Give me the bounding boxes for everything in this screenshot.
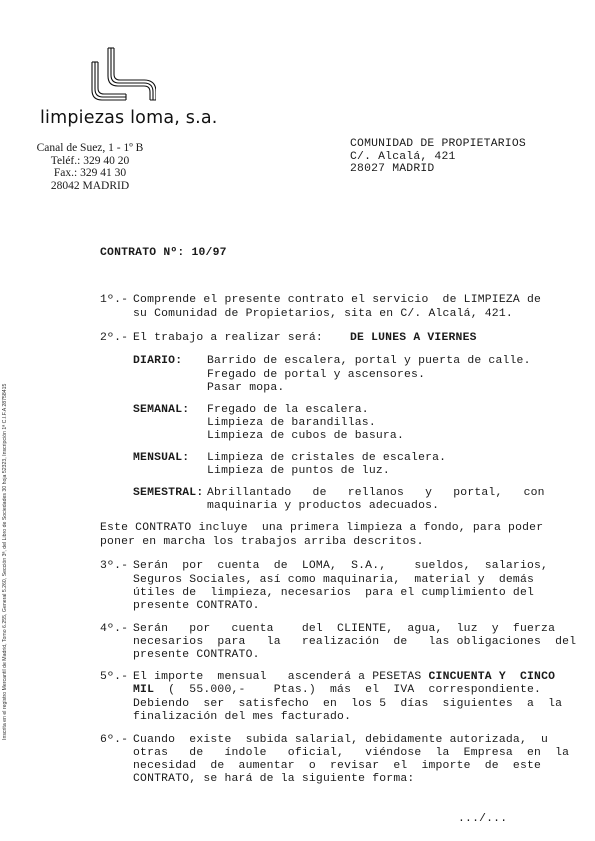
- recipient-line: COMUNIDAD DE PROPIETARIOS: [350, 138, 526, 150]
- task-line: Fregado de portal y ascensores.: [207, 369, 426, 381]
- task-line: Barrido de escalera, portal y puerta de calle.: [207, 355, 531, 367]
- task-line: Fregado de la escalera.: [207, 404, 369, 416]
- clause-text-line: necesidad de aumentar o revisar el importe de este: [133, 760, 542, 772]
- clause-text-line: Comprende el presente contrato el servicio de LIMPIEZA de: [133, 294, 542, 306]
- task-frequency-label: SEMANAL:: [133, 404, 190, 416]
- task-frequency-label: DIARIO:: [133, 355, 183, 367]
- contract-note-line: poner en marcha los trabajos arriba descritos.: [100, 536, 424, 548]
- amount-intro: El importe mensual ascenderá a PESETAS: [133, 671, 429, 683]
- task-line: Limpieza de cubos de basura.: [207, 430, 404, 442]
- clause-text-line: necesarios para la realización de las obligaciones del: [133, 636, 577, 648]
- clause-text-line: Seguros Sociales, así como maquinaria, material y demás: [133, 574, 535, 586]
- contract-title: CONTRATO Nº: 10/97: [100, 247, 227, 259]
- clause-text-line: finalización del mes facturado.: [133, 711, 352, 723]
- company-fax: Fax.: 329 41 30: [53, 167, 127, 179]
- task-line: Pasar mopa.: [207, 382, 285, 394]
- registry-note: Inscrita en el registro Mercantil de Madrid, Tomo 6.255, General 5.260, Sección 3ª, del Libro de Sociedades 30 hoja 52323, Inscripción 1ª C.I.F.A 28758415: [2, 383, 8, 740]
- clause-number: 4º.-: [100, 623, 129, 635]
- clause-text-line: útiles de limpieza, necesarios para el cumplimiento del: [133, 587, 535, 599]
- clause-number: 6º.-: [100, 734, 129, 746]
- clause-text-line: [133, 670, 555, 684]
- clause-text-line: [133, 683, 541, 697]
- company-address-street: Canal de Suez, 1 - 1º B: [36, 142, 144, 154]
- continuation-marker: .../...: [458, 813, 508, 825]
- clause-text-line: Debiendo ser satisfecho en los 5 días siguientes a la: [133, 698, 563, 710]
- task-line: Abrillantado de rellanos y portal, con: [207, 487, 545, 499]
- company-phone: Teléf.: 329 40 20: [50, 155, 130, 167]
- clause-text-line: presente CONTRATO.: [133, 649, 260, 661]
- amount-in-words: CINCUENTA Y CINCO: [428, 671, 556, 683]
- task-line: Limpieza de barandillas.: [207, 417, 376, 429]
- schedule-label: DE LUNES A VIERNES: [350, 332, 477, 344]
- amount-figures: ( 55.000,- Ptas.) más el IVA correspondiente.: [154, 684, 542, 696]
- recipient-line: 28027 MADRID: [350, 163, 435, 175]
- company-logo: [86, 44, 156, 104]
- clause-text-line: Serán por cuenta del CLIENTE, agua, luz y fuerza: [133, 623, 556, 635]
- task-line: maquinaria y productos adecuados.: [207, 500, 440, 512]
- recipient-line: C/. Alcalá, 421: [350, 151, 456, 163]
- clause-text-line: El trabajo a realizar será:: [133, 332, 323, 344]
- clause-text-line: otras de índole oficial, viéndose la Empresa en la: [133, 747, 570, 759]
- amount-in-words-end: MIL: [133, 684, 155, 696]
- clause-text-line: Cuando existe subida salarial, debidamente autorizada, u: [133, 734, 549, 746]
- clause-number: 5º.-: [100, 671, 129, 683]
- company-name: limpiezas loma, s.a.: [40, 108, 218, 128]
- clause-number: 2º.-: [100, 332, 129, 344]
- clause-text-line: su Comunidad de Propietarios, sita en C/. Alcalá, 421.: [133, 308, 513, 320]
- clause-text-line: Serán por cuenta de LOMA, S.A., sueldos, salarios,: [133, 560, 549, 572]
- clause-text-line: presente CONTRATO.: [133, 600, 260, 612]
- task-line: Limpieza de cristales de escalera.: [207, 452, 447, 464]
- company-postal-city: 28042 MADRID: [50, 180, 130, 192]
- clause-text-line: CONTRATO, se hará de la siguiente forma:: [133, 773, 415, 785]
- clause-number: 1º.-: [100, 294, 129, 306]
- contract-note-line: Este CONTRATO incluye una primera limpieza a fondo, para poder: [100, 522, 544, 534]
- task-frequency-label: SEMESTRAL:: [133, 487, 204, 499]
- clause-number: 3º.-: [100, 560, 129, 572]
- task-line: Limpieza de puntos de luz.: [207, 465, 390, 477]
- task-frequency-label: MENSUAL:: [133, 452, 190, 464]
